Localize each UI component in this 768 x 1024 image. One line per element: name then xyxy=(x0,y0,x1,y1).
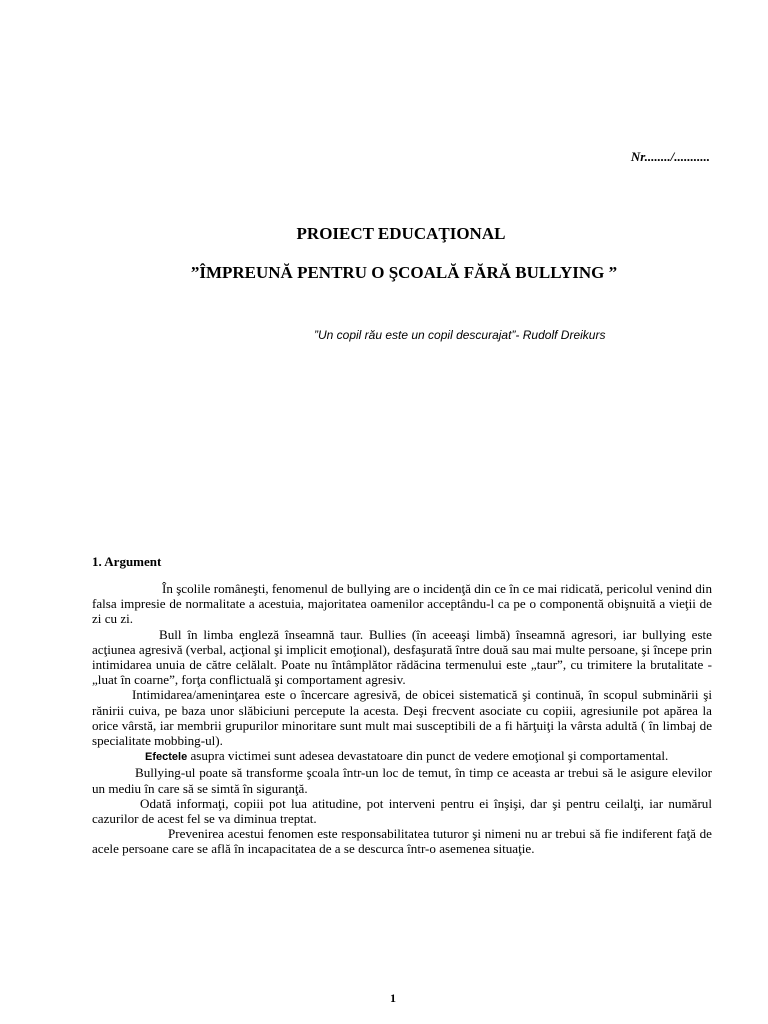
registration-number: Nr......../........... xyxy=(630,149,710,164)
paragraph-rest: asupra victimei sunt adesea devastatoare din punct de vedere emoţional şi comportamental. xyxy=(187,748,669,764)
paragraph: În şcolile româneşti, fenomenul de bullying are o incidenţă din ce în ce mai ridicată, pericolul venind din falsa impresie de normalitate a acestuia, majoritatea oamenilor acceptându-l ca pe o componentă obişnuită a vieţii de zi cu zi. xyxy=(92,581,712,627)
paragraph-lead: Efectele xyxy=(145,751,188,764)
project-name: ”ÎMPREUNĂ PENTRU O ŞCOALĂ FĂRĂ BULLYING ” xyxy=(190,263,618,282)
paragraph: Intimidarea/ameninţarea este o încercare agresivă, de obicei sistematică şi continuă, în scopul subminării şi rănirii cuiva, pe baza unor slăbiciuni percepute la acesta. Deşi frecvent asociate cu copiii, agresiunile pot apărea la orice vârstă, iar membrii grupurilor minoritare sunt mult mai susceptibili de a fi hărţuiţi la vârsta adultă ( în limbaj de specialitate mobbing-ul). xyxy=(92,687,712,749)
paragraph: Prevenirea acestui fenomen este responsabilitatea tuturor şi nimeni nu ar trebui să fie indiferent faţă de acele persoane care se află în incapacitatea de a se descurca într-o asemenea situaţie. xyxy=(92,826,712,857)
paragraph: Bullying-ul poate să transforme şcoala într-un loc de temut, în timp ce aceasta ar trebui să le asigure elevilor un mediu în care să se simtă în siguranţă. xyxy=(92,765,712,796)
section-heading: 1. Argument xyxy=(92,554,162,569)
page-number: 1 xyxy=(390,991,396,1005)
argument-body xyxy=(92,581,712,857)
paragraph: Odată informaţi, copiii pot lua atitudine, pot interveni pentru ei înşişi, dar şi pentru ceilalţi, iar numărul cazurilor de acest fel se va diminua treptat. xyxy=(92,795,712,827)
document-title: PROIECT EDUCAŢIONAL xyxy=(296,224,506,243)
paragraph: Bull în limba engleză înseamnă taur. Bullies (în aceeaşi limbă) înseamnă agresori, iar bullying este acţiunea agresivă (verbal, acţional şi implicit emoţional), desfaşurată între două sau mai multe persoane, şi începe prin intimidarea unuia de către celălalt. Poate nu întâmplător rădăcina termenului este „taur”, cu trimitere la brutalitate - „luat în coarne”, forţa conflictuală şi comportament agresiv. xyxy=(92,626,712,688)
paragraph xyxy=(92,748,712,765)
motto-quote: ”Un copil rău este un copil descurajat”- Rudolf Dreikurs xyxy=(314,328,606,342)
